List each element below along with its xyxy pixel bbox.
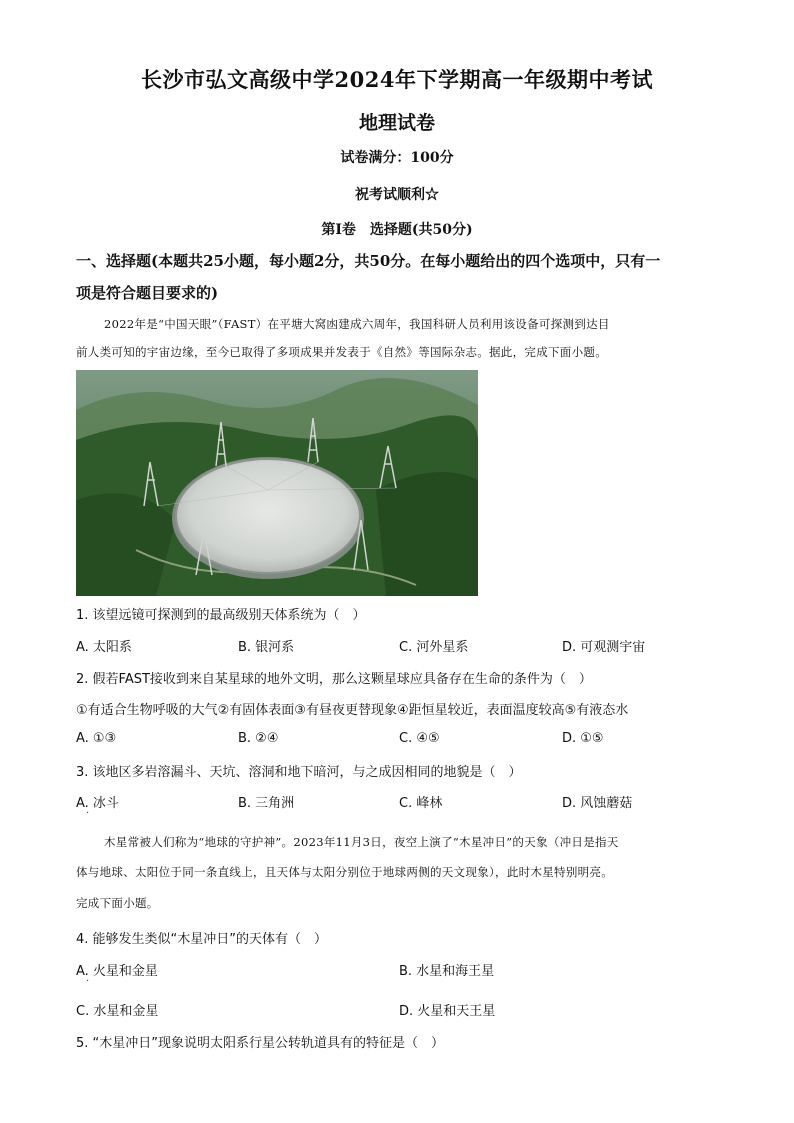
q1-option-c[interactable]: C. 河外星系	[399, 640, 469, 655]
q1-option-d[interactable]: D. 可观测宇宙	[562, 640, 646, 655]
q3-option-c[interactable]: C. 峰林	[399, 796, 443, 811]
wish-text: 祝考试顺利☆	[355, 187, 439, 203]
q2-option-d[interactable]: D. ①⑤	[562, 731, 604, 746]
section-heading-line2: 项是符合题目要求的)	[76, 284, 219, 302]
q4-option-c[interactable]: C. 水星和金星	[76, 1004, 159, 1019]
full-score: 试卷满分：100分	[340, 150, 454, 166]
exam-subtitle: 地理试卷	[358, 112, 435, 134]
part-heading: 第Ⅰ卷 选择题(共50分)	[321, 222, 473, 238]
section-heading-line1: 一、选择题(本题共25小题，每小题2分，共50分。在每小题给出的四个选项中，只有一	[76, 252, 661, 270]
exam-title: 长沙市弘文高级中学2024年下学期高一年级期中考试	[141, 67, 653, 92]
passage2-line1: 木星常被人们称为“地球的守护神”。2023年11月3日，夜空上演了“木星冲日”的天象（冲日是指天	[104, 835, 619, 849]
stray-dot-2: ·	[86, 976, 90, 987]
q1-stem: 1. 该望远镜可探测到的最高级别天体系统为（ ）	[76, 608, 366, 623]
q2-option-b[interactable]: B. ②④	[238, 731, 279, 746]
q2-stem: 2. 假若FAST接收到来自某星球的地外文明，那么这颗星球应具备存在生命的条件为（ ）	[76, 672, 592, 687]
q5-stem: 5. “木星冲日”现象说明太阳系行星公转轨道具有的特征是（ ）	[76, 1036, 445, 1051]
passage1-line1: 2022年是“中国天眼”（FAST）在平塘大窝凼建成六周年，我国科研人员利用该设备可探测到达目	[104, 317, 610, 331]
q1-option-b[interactable]: B. 银河系	[238, 640, 295, 655]
fast-telescope-photo	[76, 370, 478, 596]
q4-option-a[interactable]: A. 火星和金星	[76, 964, 158, 979]
q2-conditions: ①有适合生物呼吸的大气②有固体表面③有昼夜更替现象④距恒星较近，表面温度较高⑤有液态水	[76, 703, 629, 718]
q4-option-d[interactable]: D. 火星和天王星	[399, 1004, 496, 1019]
q3-option-a[interactable]: A. 冰斗	[76, 796, 119, 811]
q2-option-a[interactable]: A. ①③	[76, 731, 117, 746]
passage1-line2: 前人类可知的宇宙边缘，至今已取得了多项成果并发表于《自然》等国际杂志。据此，完成下面小题。	[76, 345, 607, 359]
q4-stem: 4. 能够发生类似“木星冲日”的天体有（ ）	[76, 932, 328, 947]
q4-option-b[interactable]: B. 水星和海王星	[399, 964, 495, 979]
passage2-line3: 完成下面小题。	[76, 896, 159, 910]
q3-option-d[interactable]: D. 风蚀蘑菇	[562, 796, 633, 811]
q3-option-b[interactable]: B. 三角洲	[238, 796, 295, 811]
q1-option-a[interactable]: A. 太阳系	[76, 640, 132, 655]
stray-dot-1: ·	[86, 808, 90, 819]
q3-stem: 3. 该地区多岩溶漏斗、天坑、溶洞和地下暗河，与之成因相同的地貌是（ ）	[76, 765, 522, 780]
passage2-line2: 体与地球、太阳位于同一条直线上，且天体与太阳分别位于地球两侧的天文现象），此时木星特别明亮。	[76, 865, 614, 879]
q2-option-c[interactable]: C. ④⑤	[399, 731, 440, 746]
